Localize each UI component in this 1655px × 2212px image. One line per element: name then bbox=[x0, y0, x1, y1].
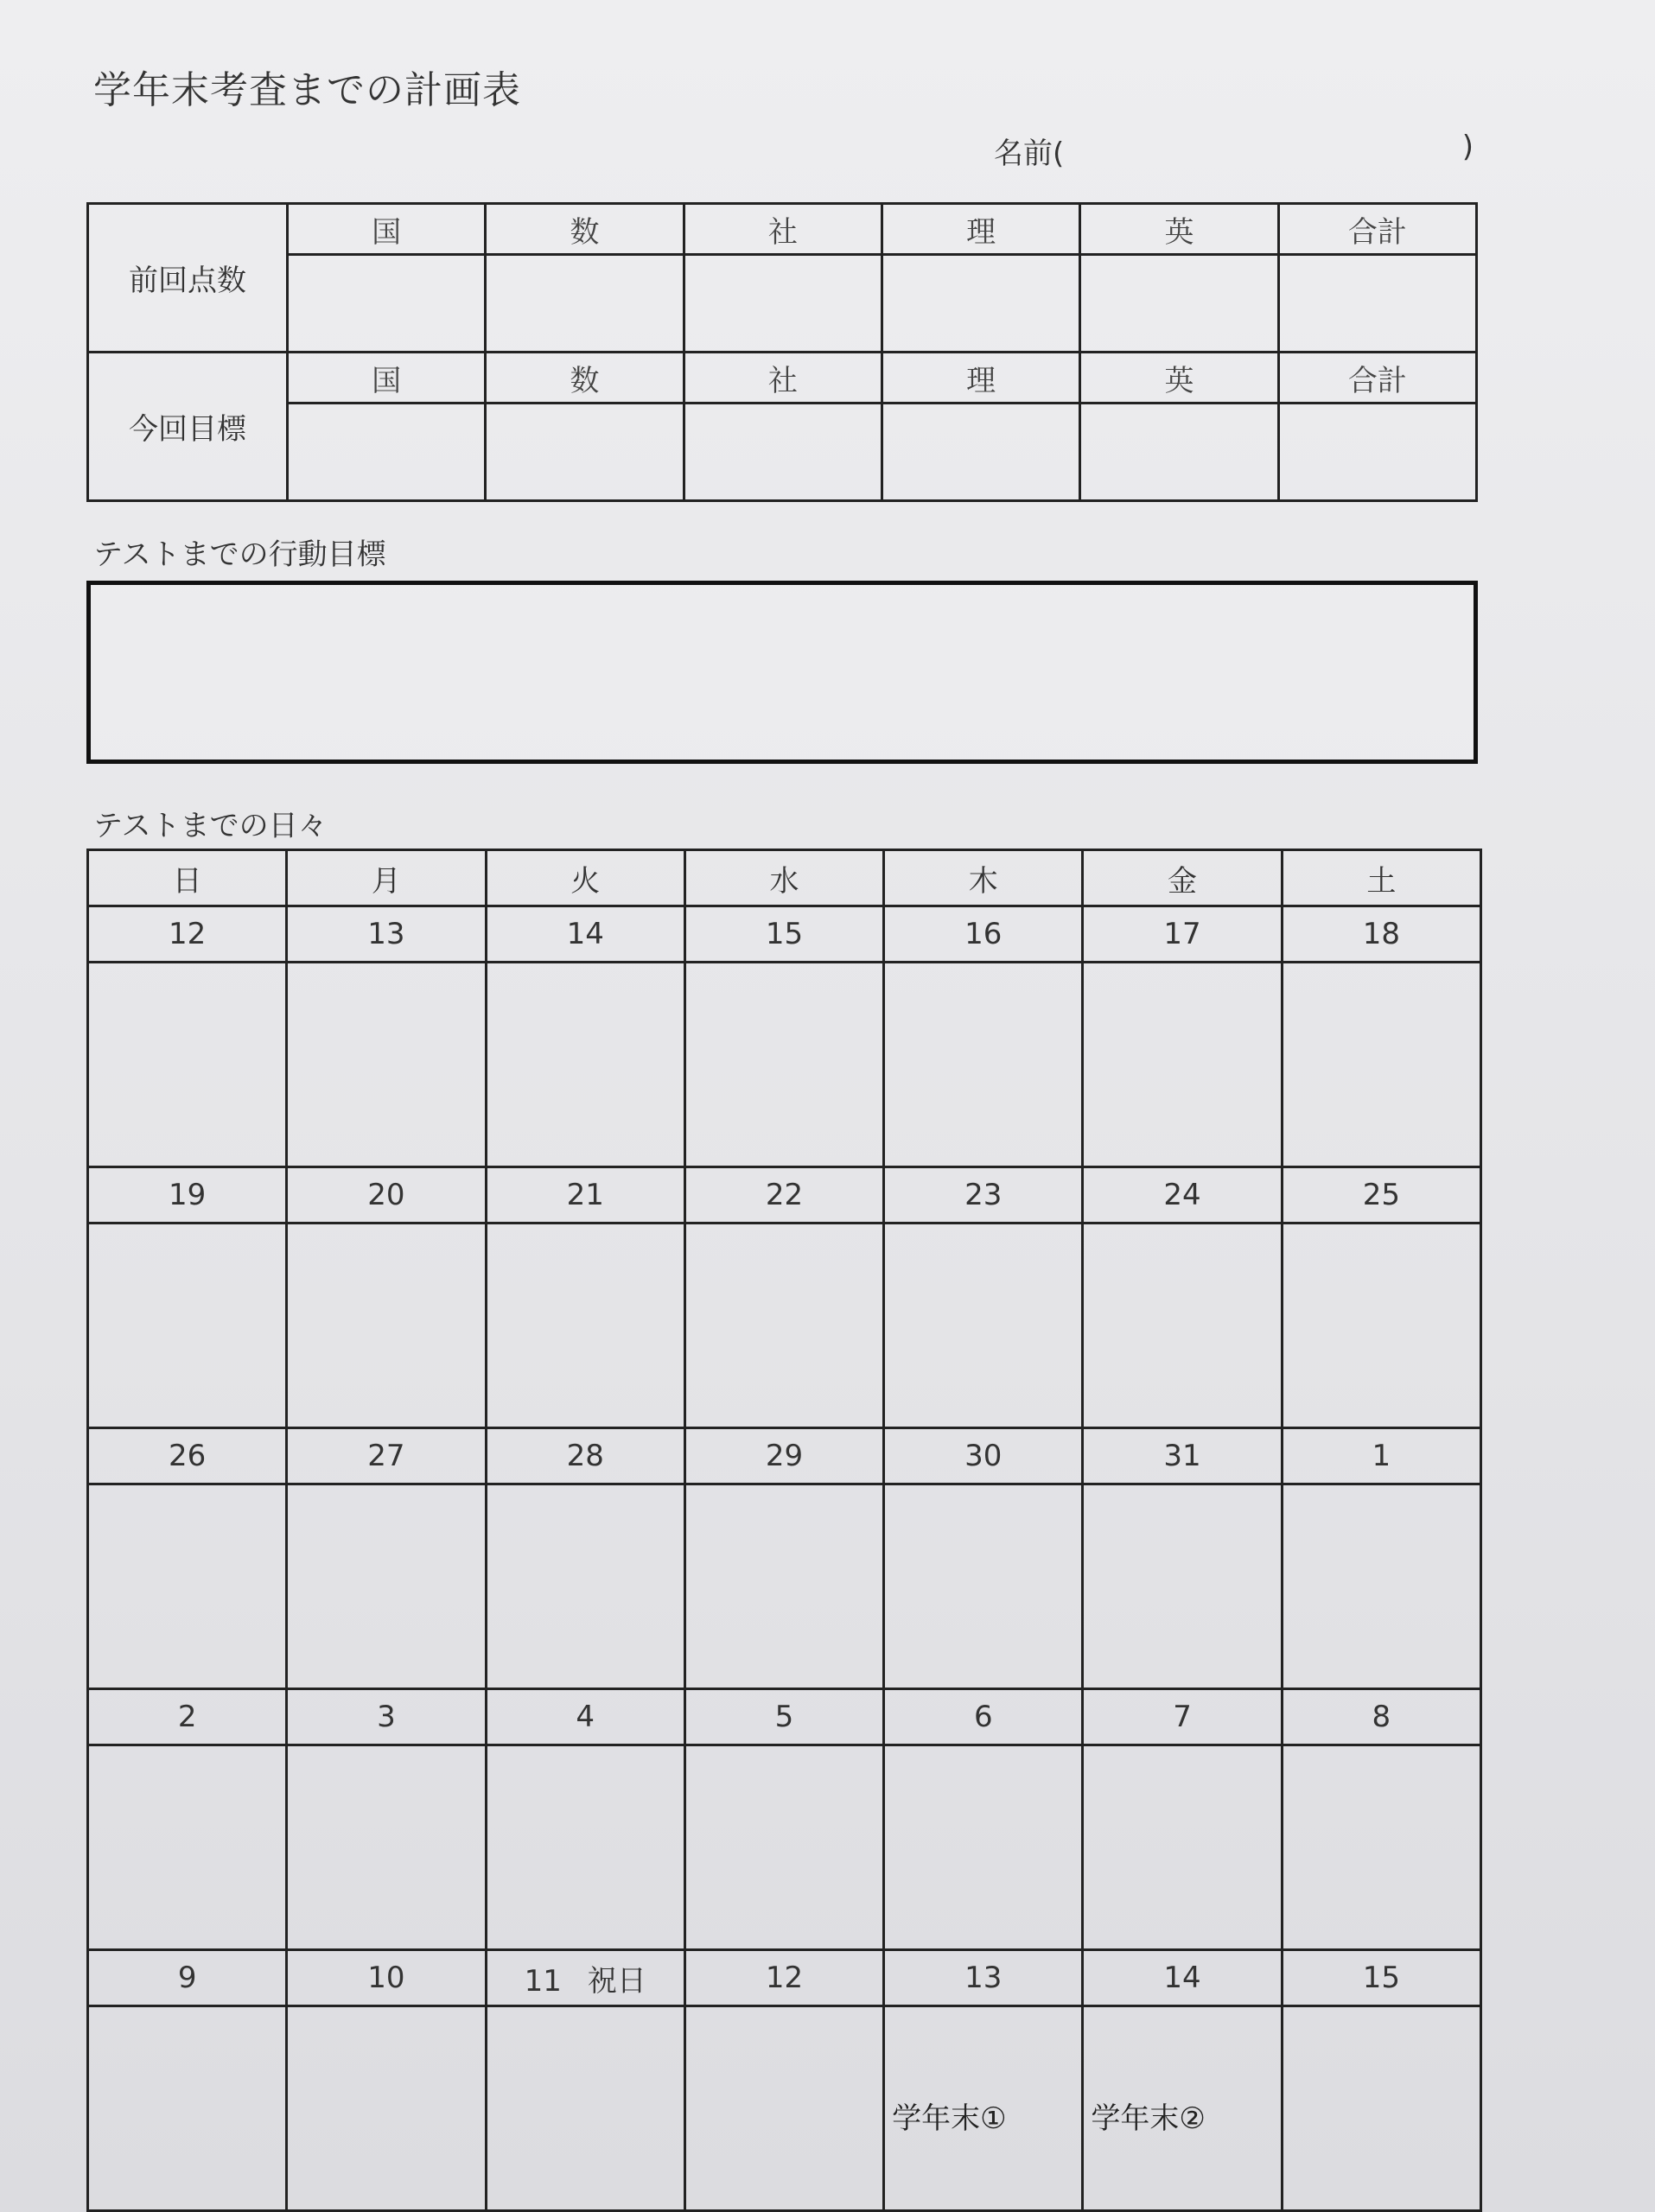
subject-japanese: 国 bbox=[288, 353, 486, 404]
day-plan-cell[interactable] bbox=[1282, 1745, 1480, 1950]
date-cell: 17 bbox=[1083, 906, 1282, 963]
score-cell[interactable] bbox=[1080, 255, 1278, 353]
date-cell: 13 bbox=[884, 1950, 1083, 2006]
date-cell: 2 bbox=[88, 1689, 287, 1745]
score-cell[interactable] bbox=[486, 255, 684, 353]
day-plan-cell[interactable] bbox=[88, 963, 287, 1167]
weekday-sun: 日 bbox=[88, 850, 287, 906]
weekday-thu: 木 bbox=[884, 850, 1083, 906]
date-cell: 7 bbox=[1083, 1689, 1282, 1745]
date-number: 11 bbox=[524, 1963, 562, 1999]
day-plan-cell[interactable] bbox=[684, 2006, 883, 2211]
name-close-paren: ) bbox=[1461, 130, 1474, 164]
score-table bbox=[86, 202, 1478, 496]
date-cell: 9 bbox=[88, 1950, 287, 2006]
goal-box[interactable] bbox=[86, 581, 1478, 764]
day-plan-cell[interactable] bbox=[684, 963, 883, 1167]
date-cell: 23 bbox=[884, 1167, 1083, 1224]
date-cell: 29 bbox=[684, 1428, 883, 1484]
date-cell: 10 bbox=[287, 1950, 486, 2006]
day-plan-cell[interactable] bbox=[1083, 963, 1282, 1167]
date-cell: 5 bbox=[684, 1689, 883, 1745]
score-cell[interactable] bbox=[882, 255, 1079, 353]
day-plan-cell[interactable] bbox=[884, 1745, 1083, 1950]
day-plan-cell[interactable] bbox=[287, 1224, 486, 1428]
date-cell: 30 bbox=[884, 1428, 1083, 1484]
subject-science: 理 bbox=[882, 204, 1079, 255]
day-plan-cell[interactable] bbox=[88, 1484, 287, 1689]
date-cell: 8 bbox=[1282, 1689, 1480, 1745]
day-plan-cell[interactable] bbox=[287, 963, 486, 1167]
day-plan-cell[interactable] bbox=[88, 1224, 287, 1428]
day-plan-cell[interactable] bbox=[684, 1484, 883, 1689]
date-cell: 15 bbox=[1282, 1950, 1480, 2006]
calendar bbox=[86, 849, 1482, 2205]
target-cell[interactable] bbox=[684, 404, 882, 501]
day-plan-cell[interactable] bbox=[1282, 963, 1480, 1167]
date-cell: 27 bbox=[287, 1428, 486, 1484]
day-plan-cell[interactable] bbox=[1282, 1484, 1480, 1689]
date-cell: 12 bbox=[88, 906, 287, 963]
day-plan-cell[interactable] bbox=[287, 1484, 486, 1689]
date-cell: 22 bbox=[684, 1167, 883, 1224]
subject-total: 合計 bbox=[1278, 353, 1476, 404]
target-cell[interactable] bbox=[1278, 404, 1476, 501]
day-plan-cell[interactable] bbox=[1083, 1224, 1282, 1428]
subject-science: 理 bbox=[882, 353, 1079, 404]
day-plan-cell[interactable] bbox=[684, 1224, 883, 1428]
day-plan-cell[interactable] bbox=[1282, 2006, 1480, 2211]
date-cell: 28 bbox=[486, 1428, 684, 1484]
date-cell: 6 bbox=[884, 1689, 1083, 1745]
weekday-fri: 金 bbox=[1083, 850, 1282, 906]
target-cell[interactable] bbox=[882, 404, 1079, 501]
subject-math: 数 bbox=[486, 204, 684, 255]
target-cell[interactable] bbox=[486, 404, 684, 501]
day-plan-cell[interactable] bbox=[88, 1745, 287, 1950]
date-cell: 1 bbox=[1282, 1428, 1480, 1484]
day-plan-cell[interactable] bbox=[486, 963, 684, 1167]
date-cell: 16 bbox=[884, 906, 1083, 963]
day-plan-cell[interactable] bbox=[88, 2006, 287, 2211]
day-plan-cell-exam2[interactable] bbox=[1083, 2006, 1282, 2211]
date-cell: 19 bbox=[88, 1167, 287, 1224]
date-cell: 18 bbox=[1282, 906, 1480, 963]
subject-math: 数 bbox=[486, 353, 684, 404]
exam2-note: 学年末② bbox=[1091, 2101, 1206, 2136]
date-cell: 24 bbox=[1083, 1167, 1282, 1224]
page-title: 学年末考査までの計画表 bbox=[93, 68, 521, 112]
subject-social: 社 bbox=[684, 353, 882, 404]
day-plan-cell[interactable] bbox=[884, 1224, 1083, 1428]
score-cell[interactable] bbox=[288, 255, 486, 353]
target-cell[interactable] bbox=[1080, 404, 1278, 501]
row-label-previous-score: 前回点数 bbox=[88, 204, 288, 353]
date-cell: 12 bbox=[684, 1950, 883, 2006]
day-plan-cell[interactable] bbox=[287, 1745, 486, 1950]
day-plan-cell[interactable] bbox=[684, 1745, 883, 1950]
date-cell-holiday bbox=[486, 1950, 684, 2006]
day-plan-cell[interactable] bbox=[486, 1745, 684, 1950]
score-cell[interactable] bbox=[684, 255, 882, 353]
day-plan-cell[interactable] bbox=[486, 1224, 684, 1428]
date-cell: 4 bbox=[486, 1689, 684, 1745]
subject-total: 合計 bbox=[1278, 204, 1476, 255]
holiday-note: 祝日 bbox=[587, 1963, 646, 1999]
subject-english: 英 bbox=[1080, 353, 1278, 404]
date-cell: 31 bbox=[1083, 1428, 1282, 1484]
day-plan-cell[interactable] bbox=[1083, 1484, 1282, 1689]
date-cell: 13 bbox=[287, 906, 486, 963]
day-plan-cell[interactable] bbox=[1083, 1745, 1282, 1950]
date-cell: 14 bbox=[486, 906, 684, 963]
name-field[interactable] bbox=[994, 130, 1474, 172]
date-cell: 15 bbox=[684, 906, 883, 963]
row-label-target-score: 今回目標 bbox=[88, 353, 288, 501]
date-cell: 26 bbox=[88, 1428, 287, 1484]
day-plan-cell[interactable] bbox=[486, 1484, 684, 1689]
name-label: 名前( bbox=[994, 137, 1065, 171]
exam1-note: 学年末① bbox=[892, 2101, 1007, 2136]
date-cell: 3 bbox=[287, 1689, 486, 1745]
day-plan-cell[interactable] bbox=[884, 1484, 1083, 1689]
day-plan-cell[interactable] bbox=[287, 2006, 486, 2211]
calendar-section-label: テストまでの日々 bbox=[93, 809, 328, 843]
day-plan-cell[interactable] bbox=[486, 2006, 684, 2211]
score-cell[interactable] bbox=[1278, 255, 1476, 353]
subject-japanese: 国 bbox=[288, 204, 486, 255]
day-plan-cell[interactable] bbox=[1282, 1224, 1480, 1428]
day-plan-cell-exam1[interactable] bbox=[884, 2006, 1083, 2211]
date-cell: 20 bbox=[287, 1167, 486, 1224]
weekday-tue: 火 bbox=[486, 850, 684, 906]
subject-social: 社 bbox=[684, 204, 882, 255]
day-plan-cell[interactable] bbox=[884, 963, 1083, 1167]
subject-english: 英 bbox=[1080, 204, 1278, 255]
date-cell: 21 bbox=[486, 1167, 684, 1224]
weekday-wed: 水 bbox=[684, 850, 883, 906]
goal-section-label: テストまでの行動目標 bbox=[93, 537, 386, 572]
target-cell[interactable] bbox=[288, 404, 486, 501]
weekday-sat: 土 bbox=[1282, 850, 1480, 906]
weekday-mon: 月 bbox=[287, 850, 486, 906]
date-cell: 25 bbox=[1282, 1167, 1480, 1224]
date-cell: 14 bbox=[1083, 1950, 1282, 2006]
